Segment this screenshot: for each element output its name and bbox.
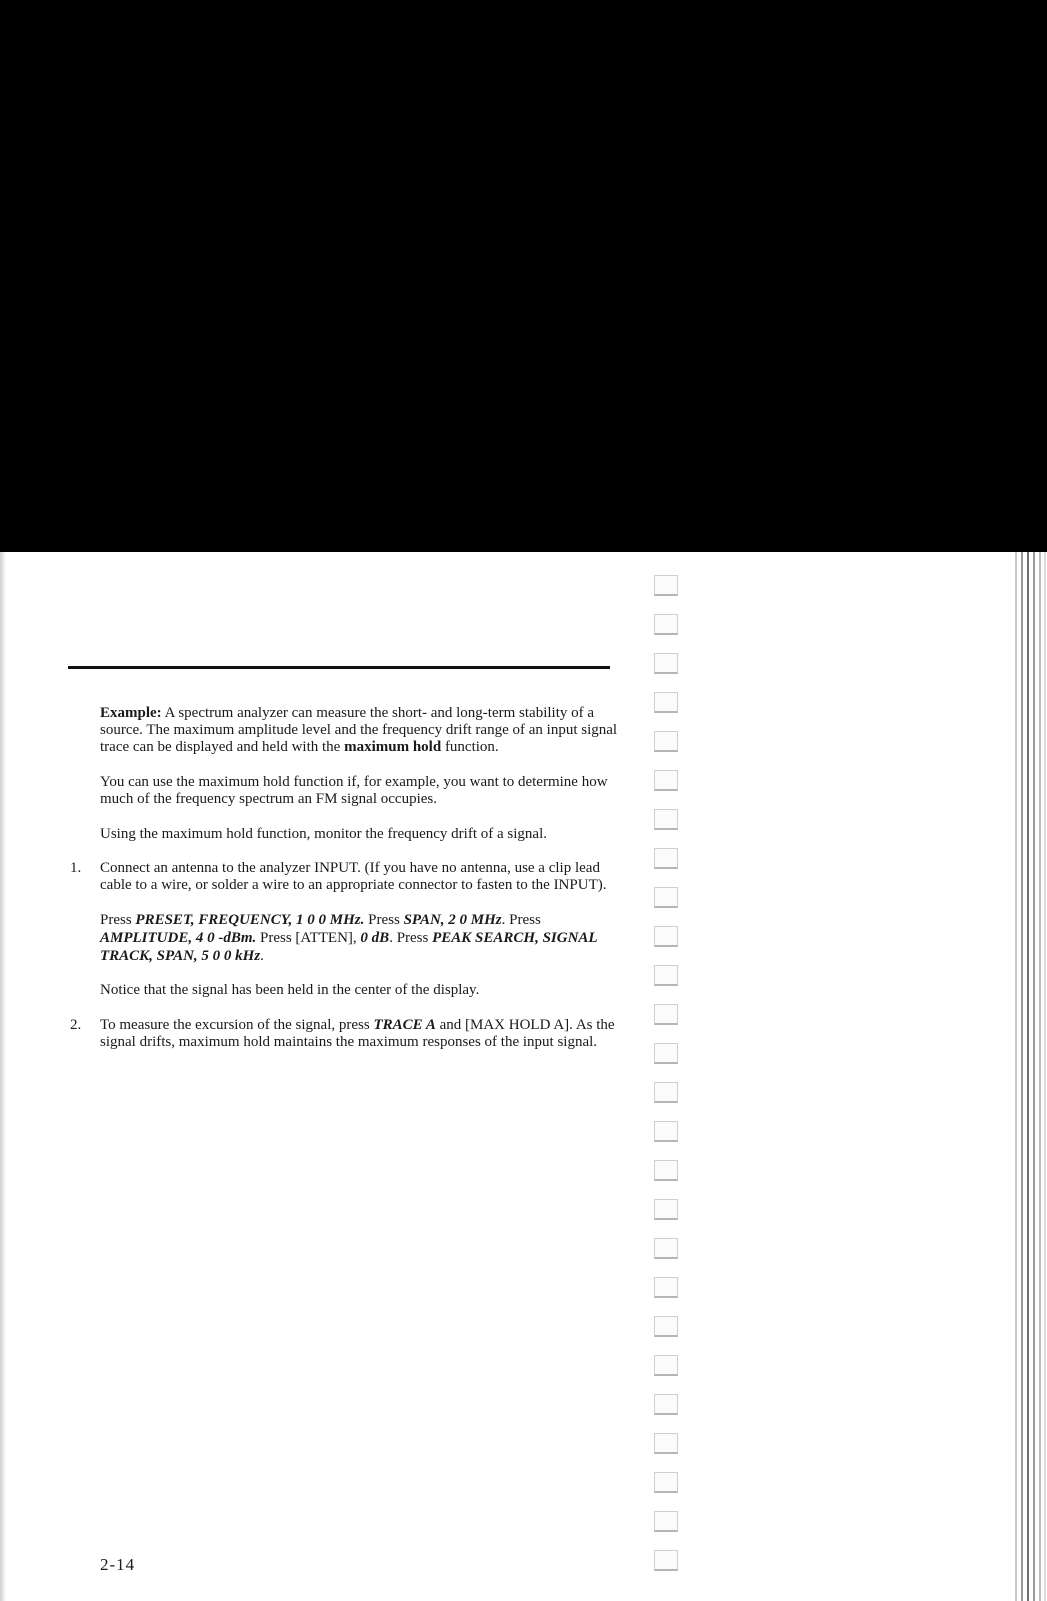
binder-tab [654, 1550, 678, 1571]
step-text-part: To measure the excursion of the signal, press [100, 1017, 374, 1033]
binder-tab [654, 1394, 678, 1415]
example-paragraph [100, 705, 620, 756]
example-text-2: function. [441, 739, 499, 755]
binder-tab [654, 1082, 678, 1103]
binder-tab [654, 1472, 678, 1493]
press-word: . Press [501, 912, 541, 928]
press-word: . Press [389, 930, 433, 946]
binding-spine-line [1015, 552, 1017, 1601]
binder-tab [654, 1277, 678, 1298]
step-item [70, 860, 620, 999]
page-number: 2-14 [100, 1555, 136, 1574]
paragraph-monitor-drift: Using the maximum hold function, monitor the frequency drift of a signal. [100, 826, 547, 842]
binder-tab [654, 1355, 678, 1376]
paragraph-fm-signal: You can use the maximum hold function if, for example, you want to determine how much of the frequency spectrum an FM signal occupies. [100, 774, 608, 807]
example-label: Example: [100, 705, 162, 721]
binder-tab [654, 1004, 678, 1025]
scan-left-edge-shadow [0, 552, 6, 1601]
keypress-sequence [100, 911, 620, 965]
key-sequence: SPAN, 2 0 MHz [403, 912, 502, 928]
binding-spine-line [1027, 552, 1029, 1601]
scan-black-band [0, 0, 1047, 552]
binder-tab [654, 1511, 678, 1532]
binder-tab [654, 731, 678, 752]
example-text-1: A spectrum analyzer can measure the short- and long-term stability of a source. The maximum amplitude level and the frequency drift range of an input signal trace can be displayed and held with the [100, 705, 618, 755]
binder-tab [654, 575, 678, 596]
key-name: TRACE A [373, 1017, 436, 1033]
section-rule [68, 666, 610, 669]
procedure-steps [70, 860, 620, 1051]
binder-tab [654, 653, 678, 674]
binding-spine-line [1021, 552, 1023, 1601]
press-word: . [260, 948, 264, 964]
key-sequence: AMPLITUDE, 4 0 -dBm. [100, 930, 257, 946]
step-text: Connect an antenna to the analyzer INPUT. (If you have no antenna, use a clip lead cable to a wire, or solder a wire to an appropriate connector to fasten to the INPUT). [100, 860, 607, 893]
binder-tab [654, 1316, 678, 1337]
binder-tab [654, 1160, 678, 1181]
binder-tab [654, 965, 678, 986]
binder-tab [654, 1199, 678, 1220]
binder-tab [654, 887, 678, 908]
binder-tab [654, 614, 678, 635]
binder-tab [654, 809, 678, 830]
example-bold-term: maximum hold [344, 739, 442, 755]
binding-spine-line [1044, 552, 1046, 1601]
key-sequence: PRESET, FREQUENCY, 1 0 0 MHz. [135, 912, 365, 928]
binder-tab [654, 1433, 678, 1454]
press-word: Press [ATTEN], [256, 930, 361, 946]
press-word: Press [364, 912, 404, 928]
binder-tab-column [654, 575, 680, 1585]
page-content [70, 705, 620, 1051]
binder-tab [654, 1043, 678, 1064]
binding-spine-line [1039, 552, 1041, 1601]
binding-spine-line [1033, 552, 1035, 1601]
binder-tab [654, 770, 678, 791]
press-word: Press [100, 912, 136, 928]
binder-tab [654, 1238, 678, 1259]
binder-tab [654, 926, 678, 947]
binder-tab [654, 692, 678, 713]
notice-text: Notice that the signal has been held in the center of the display. [100, 982, 480, 998]
binder-tab [654, 1121, 678, 1142]
key-sequence: 0 dB [360, 930, 390, 946]
step-number: 2. [70, 1017, 82, 1033]
step-text [100, 1017, 620, 1051]
binder-tab [654, 848, 678, 869]
step-text-part: and [MAX HOLD A]. As the signal drifts, maximum hold maintains the maximum responses of the input signal. [100, 1017, 615, 1050]
step-number: 1. [70, 860, 82, 876]
key-sequence: PEAK SEARCH, SIGNAL TRACK, SPAN, 5 0 0 kHz [100, 930, 598, 964]
step-item [70, 1017, 620, 1051]
